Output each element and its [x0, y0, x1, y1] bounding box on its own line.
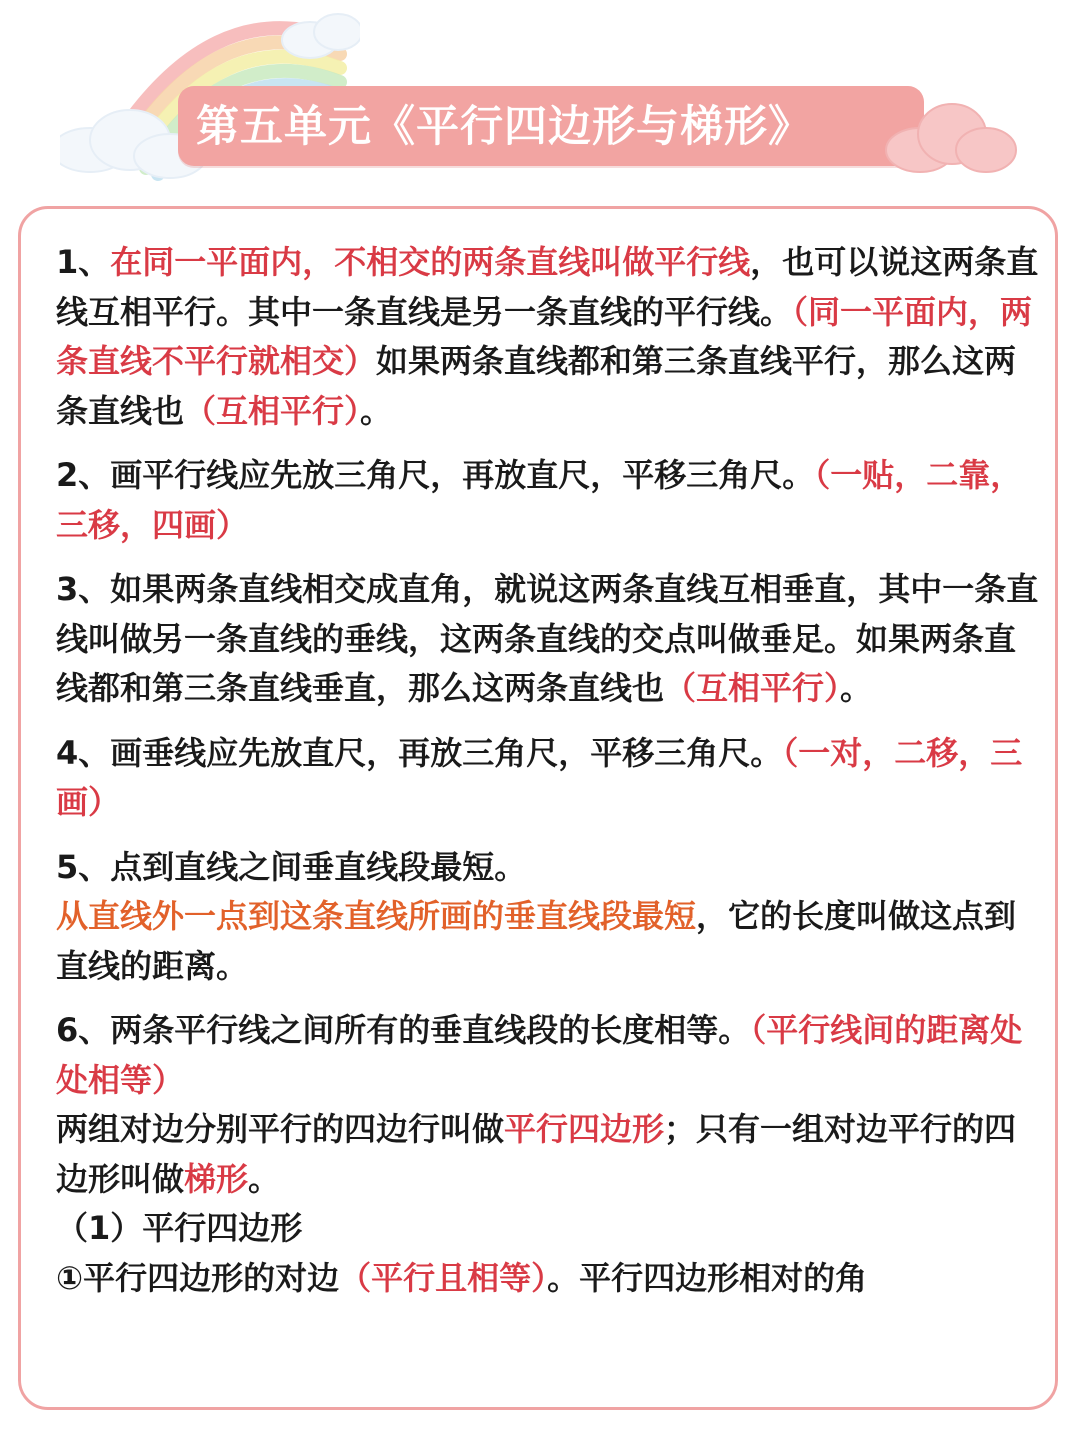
note-text: 5、点到直线之间垂直线段最短。 [56, 847, 527, 886]
note-text: 1、 [56, 243, 111, 281]
note-7 [56, 1105, 1046, 1204]
note-highlight: 在同一平面内，不相交的两条直线叫做平行线 [110, 243, 751, 281]
cloud-icon [880, 92, 1020, 182]
notes-content [56, 238, 1046, 1303]
subheading: （1）平行四边形 [56, 1209, 303, 1247]
note-9 [56, 1254, 1046, 1304]
note-text: 。 [840, 669, 873, 707]
note-highlight: （互相平行） [184, 391, 361, 430]
note-highlight: （互相平行） [664, 669, 841, 707]
note-highlight: （一贴，二靠，三移，四画） [56, 456, 1023, 544]
note-highlight: （平行线间的距离处处相等） [56, 1011, 1023, 1099]
note-highlight: 平行四边形 [504, 1110, 665, 1148]
note-1 [56, 238, 1046, 436]
note-highlight: （一对，二移，三画） [56, 733, 1023, 821]
note-highlight: 梯形 [184, 1159, 249, 1198]
page-title: 第五单元《平行四边形与梯形》 [196, 102, 812, 152]
note-highlight: 从直线外一点到这条直线所画的垂直线段最短 [56, 897, 697, 935]
note-text: 。 [360, 391, 393, 430]
note-text: ，也可以说这两条直线互相平行。其中一条直线是另一条直线的平行线。 [56, 243, 1039, 331]
note-4 [56, 729, 1046, 828]
note-6 [56, 1006, 1046, 1105]
note-text: ，它的长度叫做这点到直线的距离。 [56, 897, 1017, 985]
note-text: 两组对边分别平行的四边行叫做 [56, 1110, 505, 1148]
note-text: 4、画垂线应先放直尺，再放三角尺，平移三角尺。 [56, 733, 783, 772]
note-text: ；只有一组对边平行的四边形叫做 [56, 1110, 1017, 1198]
note-text: 。平行四边形相对的角 [547, 1258, 868, 1297]
note-2 [56, 451, 1046, 550]
note-text: ①平行四边形的对边 [56, 1258, 340, 1297]
note-text: 6、两条平行线之间所有的垂直线段的长度相等。 [56, 1011, 751, 1049]
note-text: 3、如果两条直线相交成直角，就说这两条直线互相垂直，其中一条直线叫做另一条直线的垂线，这两条直线的交点叫做垂足。如果两条直线都和第三条直线垂直，那么这两条直线也 [56, 570, 1039, 707]
note-text: 如果两条直线都和第三条直线平行，那么这两条直线也 [56, 342, 1017, 430]
note-text: 2、画平行线应先放三角尺，再放直尺，平移三角尺。 [56, 456, 815, 494]
note-highlight: （同一平面内，两条直线不平行就相交） [56, 292, 1033, 380]
note-text: 。 [248, 1159, 281, 1198]
note-8 [56, 1204, 1046, 1254]
note-3 [56, 565, 1046, 714]
note-highlight: （平行且相等） [339, 1258, 548, 1297]
note-5 [56, 843, 1046, 992]
